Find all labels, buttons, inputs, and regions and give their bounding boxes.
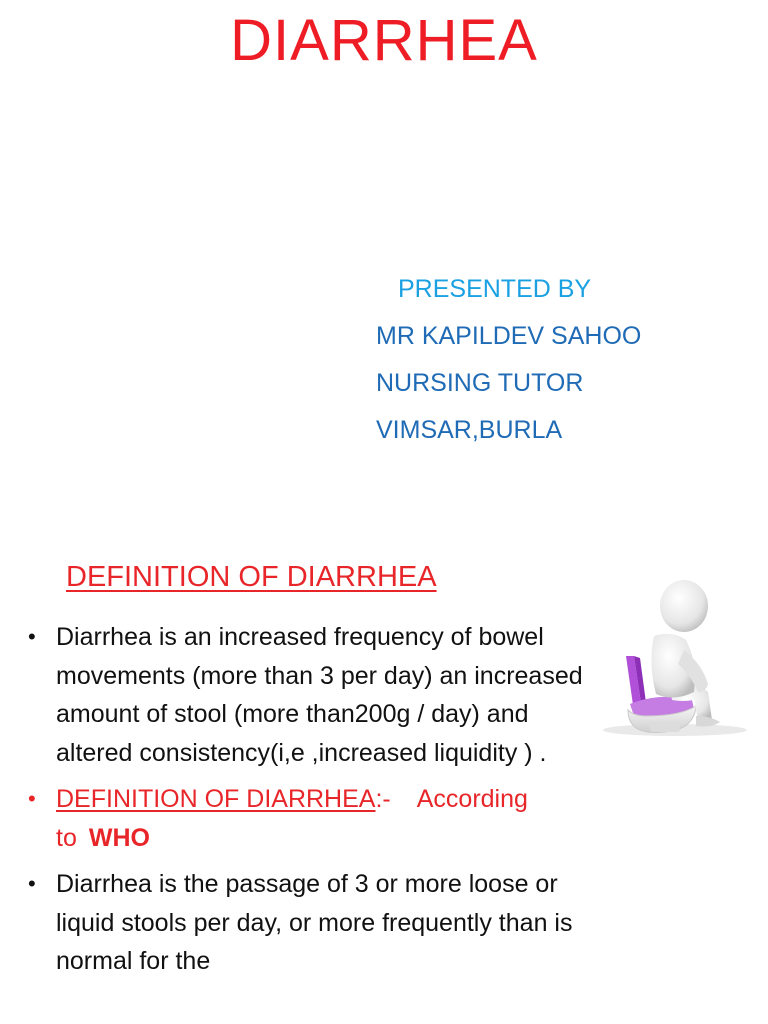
- presented-by-label: PRESENTED BY: [398, 275, 592, 303]
- presenter-institution: VIMSAR,BURLA: [376, 416, 563, 444]
- bullet-item-who-text: [26, 865, 586, 981]
- bullet-list: [26, 618, 586, 989]
- bullet-icon: •: [28, 871, 36, 896]
- slide-title: DIARRHEA: [230, 8, 538, 73]
- to-text: to: [56, 823, 77, 852]
- who-definition-title: DEFINITION OF DIARRHEA: [56, 785, 376, 813]
- who-definition-colon: :-: [375, 785, 391, 813]
- bullet-item-who-definition: [26, 780, 586, 857]
- presenter-name: MR KAPILDEV SAHOO: [376, 322, 642, 350]
- person-on-toilet-icon: [590, 560, 750, 738]
- bullet-icon: •: [28, 786, 36, 811]
- bullet-text: Diarrhea is the passage of 3 or more loose or liquid stools per day, or more frequently than is normal for the: [56, 870, 573, 975]
- definition-slide: [0, 520, 768, 1024]
- presenter-block: [376, 266, 641, 454]
- bullet-text: Diarrhea is an increased frequency of bowel movements (more than 3 per day) an increased amount of stool (more than200g / day) and altered consistency(i,e ,increased liquidity ) .: [56, 623, 583, 767]
- definition-heading: DEFINITION OF DIARRHEA: [66, 561, 437, 593]
- presenter-role: NURSING TUTOR: [376, 369, 584, 397]
- bullet-item-definition: [26, 618, 586, 772]
- bullet-icon: •: [28, 624, 36, 649]
- who-text: WHO: [88, 823, 150, 852]
- according-text: According: [416, 785, 528, 813]
